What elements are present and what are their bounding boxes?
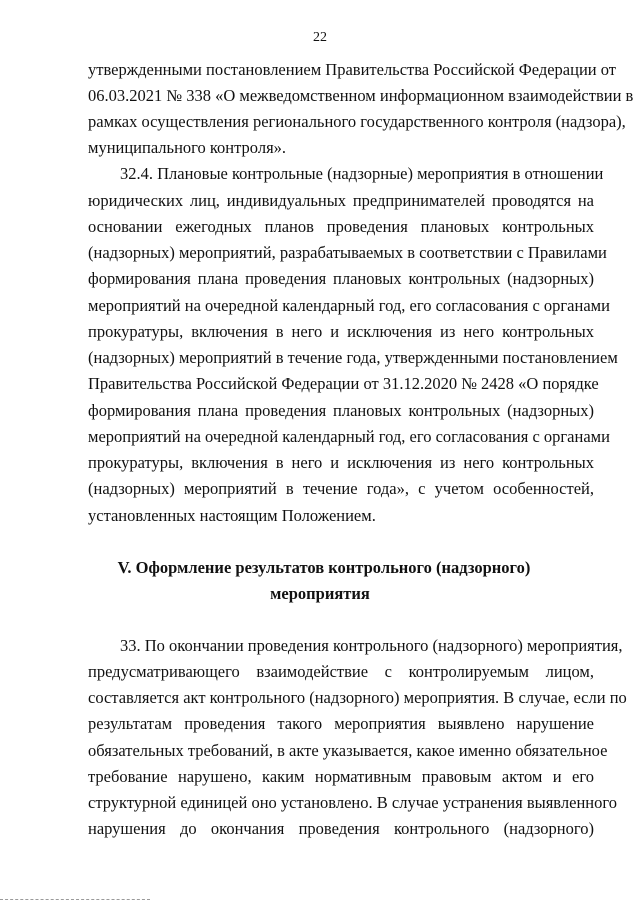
text-line: рамках осуществления регионального государственного контроля (надзора), [88, 112, 626, 131]
text-line: 32.4. Плановые контрольные (надзорные) мероприятия в отношении [120, 164, 604, 183]
page-number: 22 [313, 30, 327, 45]
text-line: муниципального контроля». [88, 138, 287, 157]
text-line: результатам проведения такого мероприятия выявлено нарушение [88, 714, 594, 733]
text-line: формирования плана проведения плановых контрольных (надзорных) [88, 401, 594, 420]
text-line: 33. По окончании проведения контрольного (надзорного) мероприятия, [120, 636, 623, 655]
text-line: установленных настоящим Положением. [88, 506, 376, 525]
text-line: обязательных требований, в акте указывается, какое именно обязательное [88, 741, 608, 760]
text-line: мероприятий на очередной календарный год, его согласования с органами [88, 296, 610, 315]
text-line: основании ежегодных планов проведения плановых контрольных [88, 217, 594, 236]
text-line: требование нарушено, каким нормативным правовым актом и его [88, 767, 594, 786]
text-line: Правительства Российской Федерации от 31.12.2020 № 2428 «О порядке [88, 374, 599, 393]
text-line: (надзорных) мероприятий, разрабатываемых в соответствии с Правилами [88, 243, 607, 262]
text-line: предусматривающего взаимодействие с контролируемым лицом, [88, 662, 594, 681]
text-line: юридических лиц, индивидуальных предпринимателей проводятся на [88, 191, 594, 210]
heading-line: V. Оформление результатов контрольного (надзорного) [117, 558, 531, 577]
scan-edge-mark [0, 899, 150, 900]
text-line: утвержденными постановлением Правительства Российской Федерации от [88, 60, 616, 79]
text-line: прокуратуры, включения в него и исключения из него контрольных [88, 322, 594, 341]
text-line: прокуратуры, включения в него и исключения из него контрольных [88, 453, 594, 472]
heading-line: мероприятия [270, 584, 370, 603]
text-line: (надзорных) мероприятий в течение года», с учетом особенностей, [88, 479, 594, 498]
text-line: (надзорных) мероприятий в течение года, утвержденными постановлением [88, 348, 618, 367]
text-line: формирования плана проведения плановых контрольных (надзорных) [88, 269, 594, 288]
text-line: нарушения до окончания проведения контрольного (надзорного) [88, 819, 594, 838]
text-line: структурной единицей оно установлено. В случае устранения выявленного [88, 793, 617, 812]
text-line: 06.03.2021 № 338 «О межведомственном информационном взаимодействии в [88, 86, 634, 105]
text-line: мероприятий на очередной календарный год, его согласования с органами [88, 427, 610, 446]
text-line: составляется акт контрольного (надзорного) мероприятия. В случае, если по [88, 688, 627, 707]
